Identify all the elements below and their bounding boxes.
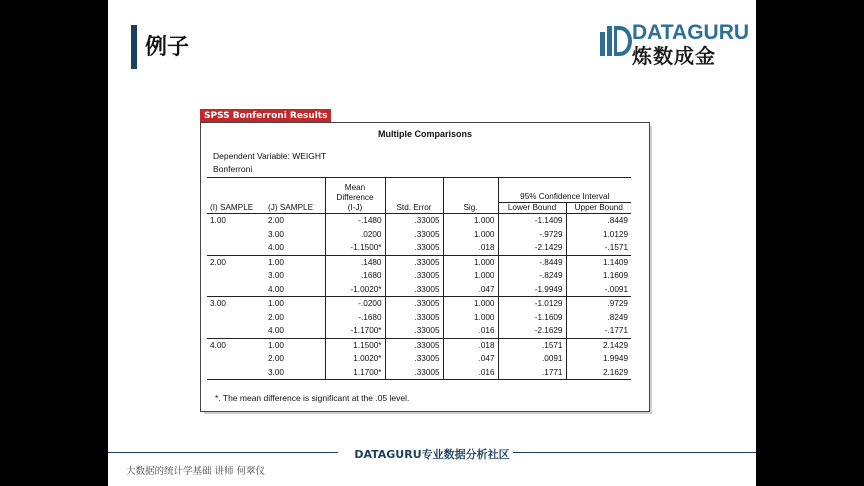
- table-row: [207, 324, 631, 338]
- cell-j-sample: 3.00: [265, 366, 325, 380]
- cell-i-sample: 1.00: [207, 214, 265, 228]
- cell-upper-bound: 1.9949: [566, 352, 631, 366]
- cell-i-sample: [207, 283, 265, 297]
- table-row: [207, 228, 631, 242]
- cell-upper-bound: 1.1609: [566, 269, 631, 283]
- cell-lower-bound: -2.1429: [498, 241, 566, 255]
- slide: [108, 0, 756, 486]
- cell-mean-difference: .0200: [325, 228, 385, 242]
- spss-output-frame: [200, 122, 650, 412]
- cell-mean-difference: 1.0020*: [325, 352, 385, 366]
- cell-lower-bound: -.9729: [498, 228, 566, 242]
- header-md-line3: (I-J): [347, 203, 363, 212]
- cell-sig: .047: [443, 352, 498, 366]
- cell-j-sample: 3.00: [268, 271, 284, 280]
- header-upper-bound: Upper Bound: [566, 203, 631, 214]
- cell-mean-difference: -1.0020*: [325, 283, 385, 297]
- cell-lower-bound: -1.1609: [498, 311, 566, 325]
- cell-i-sample: [207, 366, 265, 380]
- cell-lower-bound: -1.0129: [498, 297, 566, 311]
- dataguru-logo-icon: [598, 22, 632, 58]
- cell-std-error: .33005: [385, 228, 443, 242]
- cell-std-error: .33005: [385, 214, 443, 228]
- cell-mean-difference: -1.1700*: [325, 324, 385, 338]
- footer-brand: DATAGURU专业数据分析社区: [354, 448, 510, 461]
- logo-chinese-text: 炼数成金: [632, 44, 716, 68]
- cell-j-sample: 1.00: [265, 297, 325, 311]
- title-accent-bar: [131, 25, 137, 69]
- table-row: [207, 255, 631, 269]
- table-row: [207, 338, 631, 352]
- cell-sig: 1.000: [443, 228, 498, 242]
- cell-j-sample: 1.00: [265, 338, 325, 352]
- header-md-line2: Difference: [336, 193, 374, 202]
- cell-mean-difference: -.1480: [325, 214, 385, 228]
- cell-j-sample: 4.00: [268, 284, 284, 294]
- cell-sig: 1.000: [443, 297, 498, 311]
- dependent-variable-label: Dependent Variable: WEIGHT: [213, 151, 327, 161]
- cell-i-sample: 3.00: [207, 297, 265, 311]
- cell-mean-difference: 1.1500*: [325, 338, 385, 352]
- cell-i-sample: 4.00: [207, 338, 265, 352]
- table-row: [207, 269, 631, 283]
- cell-std-error: .33005: [385, 366, 443, 380]
- header-mean-difference: [325, 178, 385, 214]
- table-row: [207, 214, 631, 228]
- cell-i-sample: [207, 228, 265, 242]
- cell-j-sample: 3.00: [268, 229, 284, 239]
- method-label: Bonferroni: [213, 164, 253, 174]
- cell-std-error: .33005: [385, 297, 443, 311]
- cell-std-error: .33005: [385, 324, 443, 338]
- cell-i-sample: [207, 324, 265, 338]
- cell-mean-difference: -1.1500*: [325, 241, 385, 255]
- cell-sig: 1.000: [443, 255, 498, 269]
- cell-sig: 1.000: [443, 269, 498, 283]
- table-row: [207, 297, 631, 311]
- header-confidence-interval: 95% Confidence Interval: [498, 178, 631, 203]
- cell-upper-bound: 1.0129: [566, 228, 631, 242]
- cell-lower-bound: -1.9949: [498, 283, 566, 297]
- cell-std-error: .33005: [385, 352, 443, 366]
- header-j-sample: (J) SAMPLE: [265, 178, 325, 214]
- footnote: *. The mean difference is significant at the .05 level.: [215, 393, 410, 403]
- table-title: Multiple Comparisons: [377, 129, 472, 139]
- table-header-row: [207, 178, 631, 203]
- cell-j-sample: 2.00: [265, 214, 325, 228]
- header-md-line1: Mean: [344, 183, 366, 192]
- cell-sig: 1.000: [443, 311, 498, 325]
- cell-sig: .016: [443, 366, 498, 380]
- cell-lower-bound: -2.1629: [498, 324, 566, 338]
- cell-mean-difference: .1680: [325, 269, 385, 283]
- cell-mean-difference: 1.1700*: [325, 366, 385, 380]
- cell-j-sample: 2.00: [268, 312, 284, 322]
- cell-std-error: .33005: [385, 338, 443, 352]
- table-body: [207, 214, 631, 380]
- cell-j-sample: 4.00: [268, 326, 284, 335]
- table-row: [207, 311, 631, 325]
- table-row: [207, 241, 631, 255]
- cell-sig: 1.000: [443, 214, 498, 228]
- cell-upper-bound: 2.1429: [566, 338, 631, 352]
- cell-mean-difference: .1480: [325, 255, 385, 269]
- cell-lower-bound: -.8249: [498, 269, 566, 283]
- cell-upper-bound: -.1571: [566, 241, 631, 255]
- cell-i-sample: 2.00: [207, 255, 265, 269]
- cell-upper-bound: 2.1629: [566, 366, 631, 380]
- cell-lower-bound: .1771: [498, 366, 566, 380]
- table-row: [207, 352, 631, 366]
- header-std-error: Std. Error: [385, 178, 443, 214]
- cell-mean-difference: -.1680: [325, 311, 385, 325]
- slide-title: 例子: [145, 35, 190, 60]
- cell-upper-bound: .9729: [566, 297, 631, 311]
- cell-j-sample: 4.00: [268, 243, 284, 252]
- cell-sig: .016: [443, 324, 498, 338]
- cell-upper-bound: .8449: [566, 214, 631, 228]
- table-row: [207, 283, 631, 297]
- footer-course-info: 大数据的统计学基础 讲师 何翠仪: [126, 466, 266, 477]
- cell-lower-bound: .1571: [498, 338, 566, 352]
- cell-i-sample: [207, 311, 265, 325]
- cell-j-sample: 1.00: [265, 255, 325, 269]
- header-sig: Sig.: [443, 178, 498, 214]
- cell-upper-bound: .8249: [566, 311, 631, 325]
- cell-std-error: .33005: [385, 255, 443, 269]
- cell-std-error: .33005: [385, 283, 443, 297]
- header-i-sample: (I) SAMPLE: [207, 178, 265, 214]
- dataguru-logo: [598, 20, 750, 68]
- cell-sig: .018: [443, 241, 498, 255]
- cell-std-error: .33005: [385, 311, 443, 325]
- table-row: [207, 366, 631, 380]
- cell-i-sample: [207, 241, 265, 255]
- spss-results-tag: SPSS Bonferroni Results: [200, 109, 331, 123]
- cell-sig: .018: [443, 338, 498, 352]
- cell-std-error: .33005: [385, 241, 443, 255]
- header-lower-bound: Lower Bound: [498, 203, 566, 214]
- cell-lower-bound: -1.1409: [498, 214, 566, 228]
- cell-lower-bound: .0091: [498, 352, 566, 366]
- cell-i-sample: [207, 352, 265, 366]
- cell-mean-difference: -.0200: [325, 297, 385, 311]
- cell-upper-bound: -.1771: [566, 324, 631, 338]
- cell-j-sample: 2.00: [268, 354, 284, 363]
- cell-upper-bound: 1.1409: [566, 255, 631, 269]
- cell-sig: .047: [443, 283, 498, 297]
- cell-upper-bound: -.0091: [566, 283, 631, 297]
- cell-std-error: .33005: [385, 269, 443, 283]
- logo-text: DATAGURU: [632, 21, 750, 44]
- cell-i-sample: [207, 269, 265, 283]
- cell-lower-bound: -.8449: [498, 255, 566, 269]
- multiple-comparisons-table: [207, 177, 631, 380]
